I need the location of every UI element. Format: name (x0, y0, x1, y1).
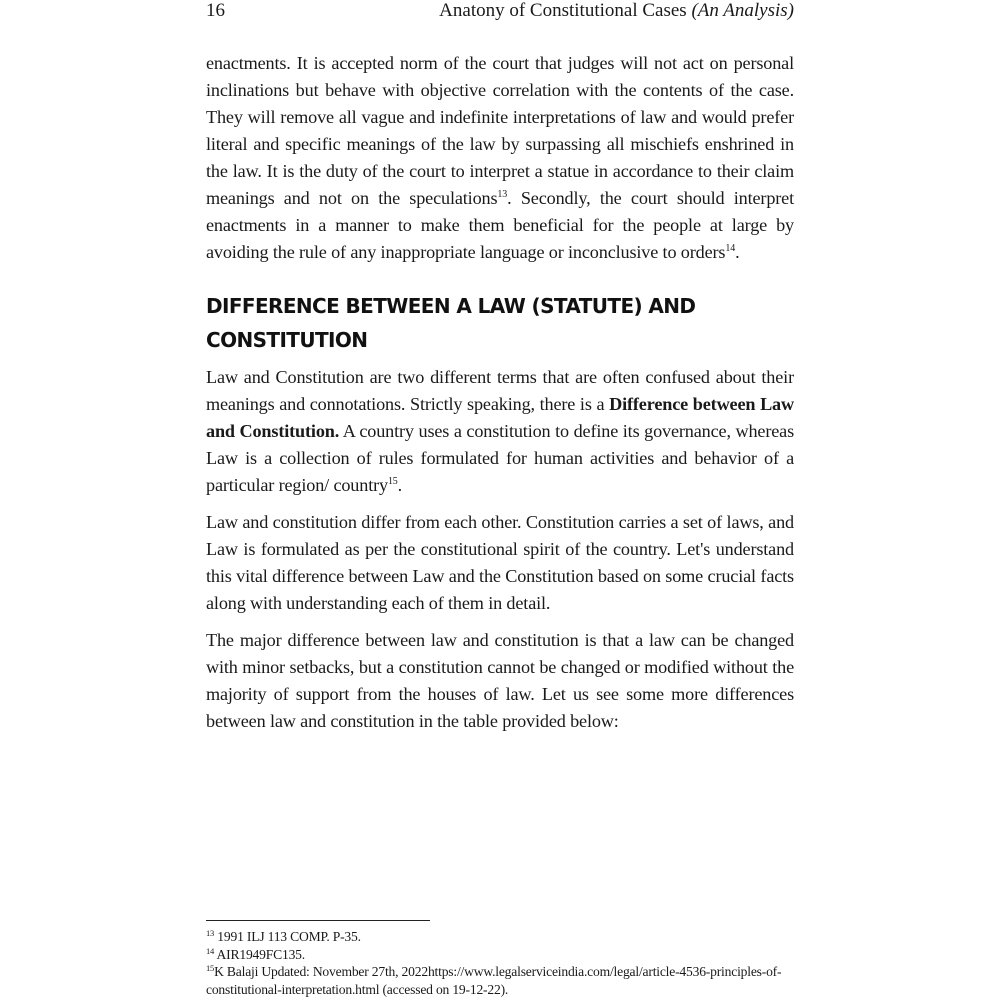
footnote-ref-13[interactable]: 13 (497, 189, 508, 200)
footnote-text: AIR1949FC135. (214, 946, 305, 962)
running-header (206, 0, 794, 24)
book-title-subtitle: (An Analysis) (691, 0, 794, 21)
paragraph-text: . (397, 475, 403, 495)
footnote-number: 15 (206, 963, 215, 973)
paragraph-text: . (735, 242, 740, 262)
book-title-main: Anatony of Constitutional Cases (439, 0, 687, 21)
paragraph-text: . Secondly, the court should interpret enactments in a manner to make them beneficial for the people at large by avoiding the rule of any inappropriate language or inconclusive to orders (206, 188, 794, 262)
footnotes (206, 928, 806, 998)
bold-phrase: Difference between Law and Constitution. (206, 394, 794, 441)
footnote-separator (206, 920, 430, 921)
footnote-13 (206, 928, 806, 946)
footnote-ref-14[interactable]: 14 (725, 243, 736, 254)
paragraph-interpretation (206, 50, 794, 266)
footnote-ref-15[interactable]: 15 (387, 476, 398, 487)
paragraph-law-vs-constitution (206, 364, 794, 499)
footnote-text: 1991 ILJ 113 COMP. P-35. (214, 929, 361, 944)
paragraph-text: Law and Constitution are two different terms that are often confused about their meanings and connotations. Strictly speaking, there is a (206, 367, 794, 414)
footnote-15 (206, 963, 806, 998)
book-title (439, 0, 794, 24)
footnote-text: K Balaji Updated: November 27th, 2022https://www.legalserviceindia.com/legal/article-4536-principles-of-constitutional-interpretation.html (accessed on 19-12-22). (206, 964, 782, 997)
footnote-14 (206, 946, 806, 964)
footnote-number: 14 (206, 945, 215, 956)
paragraph-text: A country uses a constitution to define its governance, whereas Law is a collection of rules formulated for human activities and behavior of a particular region/ country (206, 421, 795, 495)
paragraph-major-difference: The major difference between law and constitution is that a law can be changed with minor setbacks, but a constitution cannot be changed or modified without the majority of support from the houses of law. Let us see some more differences between law and constitution in the table provided below: (206, 630, 794, 731)
paragraph-differ: Law and constitution differ from each other. Constitution carries a set of laws, and Law is formulated as per the constitutional spirit of the country. Let's understand this vital difference between Law and the Constitution based on some crucial facts along with understanding each of them in detail. (206, 512, 794, 613)
paragraph-text: enactments. It is accepted norm of the court that judges will not act on personal inclinations but behave with objective correlation with the contents of the case. They will remove all vague and indefinite interpretations of law and would prefer literal and specific meanings of the law by surpassing all mischiefs enshrined in the law. It is the duty of the court to interpret a statue in accordance to their claim meanings and not on the speculations (206, 53, 794, 208)
page-number: 16 (206, 0, 225, 21)
footnote-number: 13 (206, 928, 215, 938)
section-heading: DIFFERENCE BETWEEN A LAW (STATUTE) AND CONSTITUTION (206, 294, 696, 352)
